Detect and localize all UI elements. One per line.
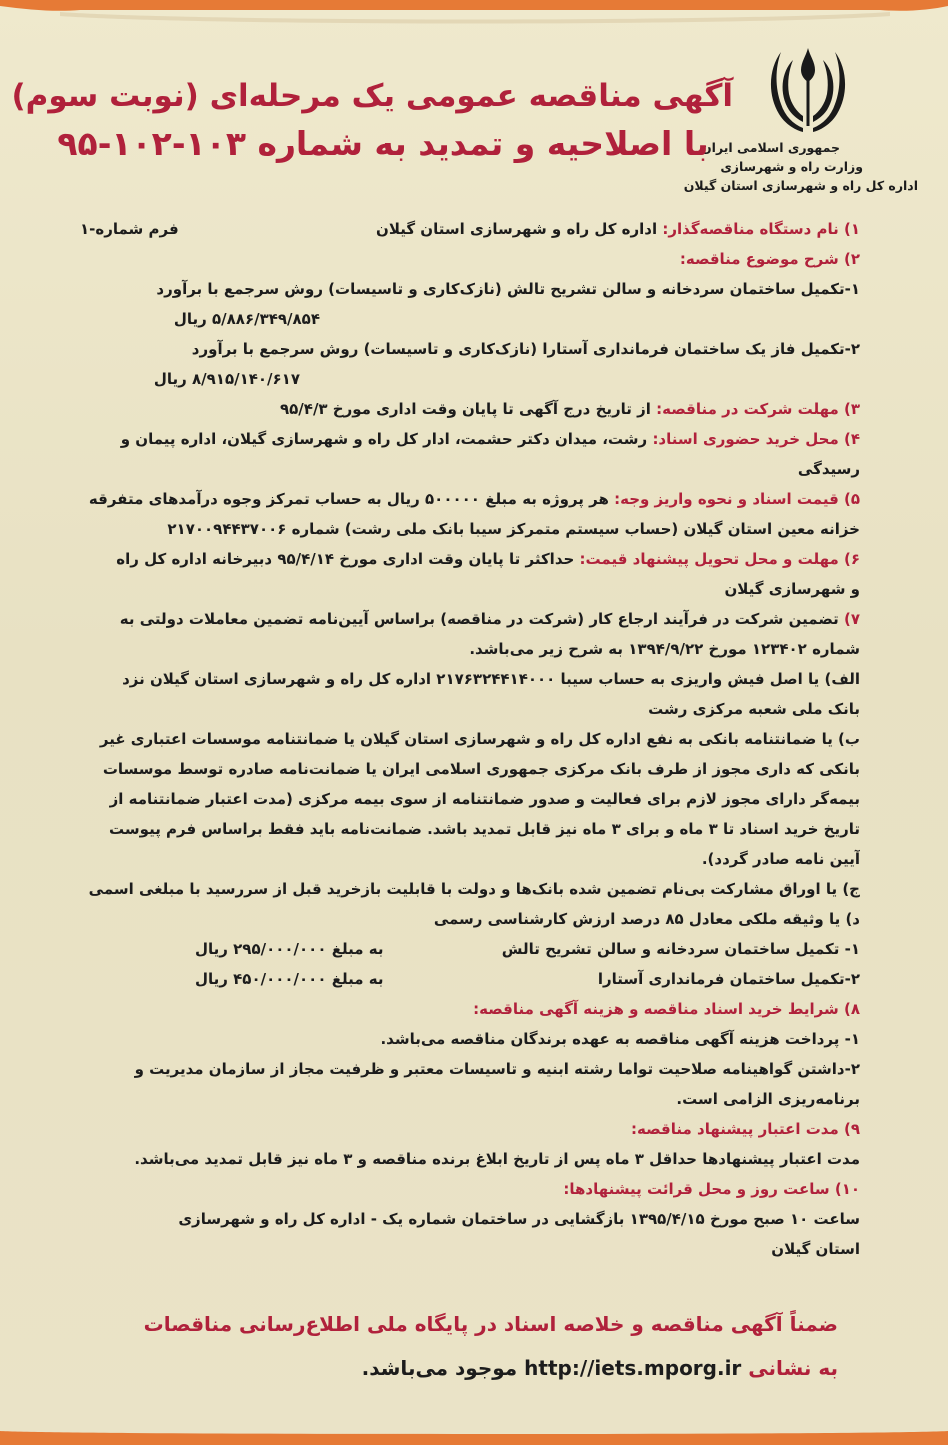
guarantee-row-1 — [75, 934, 860, 964]
item-10-heading: ۱۰) ساعت روز و محل قرائت پیشنهادها: — [563, 1180, 860, 1198]
item-6-text-cont: و شهرسازی گیلان — [724, 580, 860, 598]
item-5-text-cont: خزانه معین استان گیلان (حساب سیستم متمرکز سیبا بانک ملی رشت) شماره ۲۱۷۰۰۹۴۴۳۷۰۰۶ — [167, 520, 860, 538]
org-line-country: جمهوری اسلامی ایران — [701, 140, 840, 155]
item-9-text: مدت اعتبار پیشنهادها حداقل ۳ ماه پس از تاریخ ابلاغ برنده مناقصه و ۳ ماه نیز قابل تمدید می‌باشد. — [134, 1150, 860, 1168]
item-7-option-a: الف) یا اصل فیش واریزی به حساب سیبا ۲۱۷۶۳۲۴۴۱۴۰۰۰ اداره کل راه و شهرسازی استان گیلان نزد — [122, 670, 860, 688]
form-number: فرم شماره-۱ — [80, 220, 179, 238]
item-8-condition-1: ۱- پرداخت هزینه آگهی مناقصه به عهده برندگان مناقصه می‌باشد. — [380, 1030, 860, 1048]
item-6-heading: ۶) مهلت و محل تحویل پیشنهاد قیمت: — [579, 550, 860, 568]
item-7-option-a-cont: بانک ملی شعبه مرکزی رشت — [648, 700, 860, 718]
item-7-option-b-5: آیین نامه صادر گردد). — [701, 850, 860, 868]
item-5 — [75, 484, 860, 514]
footer-note — [75, 1302, 860, 1390]
guarantee-amount-1: به مبلغ ۲۹۵/۰۰۰/۰۰۰ ریال — [195, 940, 384, 958]
item-2-project-2: ۲-تکمیل فاز یک ساختمان فرمانداری آستارا (نازک‌کاری و تاسیسات) روش سرجمع با برآورد — [191, 340, 860, 358]
item-7-option-b-2: بانکی که داری مجوز از طرف بانک مرکزی جمهوری اسلامی ایران یا ضمانت‌نامه صادره توسط موسسات — [102, 760, 860, 778]
item-6 — [75, 544, 860, 574]
item-8-heading: ۸) شرایط خرید اسناد مناقصه و هزینه آگهی مناقصه: — [473, 1000, 860, 1018]
item-7-option-b-1: ب) یا ضمانتنامه بانکی به نفع اداره کل راه و شهرسازی استان گیلان یا ضمانتنامه موسسات اعتباری غیر — [99, 730, 860, 748]
org-line-office: اداره کل راه و شهرسازی استان گیلان — [683, 178, 918, 193]
item-4-text: رشت، میدان دکتر حشمت، ادار کل راه و شهرسازی گیلان، اداره پیمان و — [120, 430, 648, 448]
guarantee-amount-2: به مبلغ ۴۵۰/۰۰۰/۰۰۰ ریال — [195, 970, 384, 988]
item-8-condition-2: ۲-داشتن گواهینامه صلاحیت تواما رشته ابنیه و تاسیسات معتبر و ظرفیت مجاز از سازمان مدیریت و — [134, 1060, 860, 1078]
bottom-decorative-border — [0, 1405, 948, 1445]
footer-line-2-suffix: موجود می‌باشد. — [361, 1356, 518, 1380]
item-4-heading: ۴) محل خرید حضوری اسناد: — [652, 430, 860, 448]
item-7-option-b-3: بیمه‌گر دارای مجوز لازم برای فعالیت و صدور ضمانتنامه از سوی بیمه مرکزی (مدت اعتبار ضمانتنامه از — [109, 790, 860, 808]
item-10-text-cont: استان گیلان — [771, 1240, 860, 1258]
item-1-text: اداره کل راه و شهرسازی استان گیلان — [376, 220, 658, 238]
footer-line-1: ضمناً آگهی مناقصه و خلاصه اسناد در پایگاه ملی اطلاع‌رسانی مناقصات — [143, 1312, 838, 1336]
item-7-option-d: د) یا وثیقه ملکی معادل ۸۵ درصد ارزش کارشناسی رسمی — [433, 910, 860, 928]
item-3-heading: ۳) مهلت شرکت در مناقصه: — [656, 400, 860, 418]
item-8-condition-2-cont: برنامه‌ریزی الزامی است. — [676, 1090, 860, 1108]
item-2-project-1-estimate: ۵/۸۸۶/۳۴۹/۸۵۴ ریال — [173, 310, 320, 328]
item-1 — [75, 214, 860, 244]
item-5-text: هر پروژه به مبلغ ۵۰۰۰۰۰ ریال به حساب تمرکز وجوه درآمدهای متفرقه — [88, 490, 609, 508]
item-6-text: حداکثر تا پایان وقت اداری مورخ ۹۵/۴/۱۴ دبیرخانه اداره کل راه — [116, 550, 575, 568]
item-4 — [75, 424, 860, 454]
item-7-option-b-4: تاریخ خرید اسناد تا ۳ ماه و برای ۳ ماه نیز قابل تمدید باشد. ضمانت‌نامه باید فقط براساس فرم پیوست — [109, 820, 860, 838]
item-4-text-cont: رسیدگی — [797, 460, 860, 478]
item-7-heading: ۷) — [843, 610, 860, 628]
item-7-text-cont: شماره ۱۲۳۴۰۲ مورخ ۱۳۹۴/۹/۲۲ به شرح زیر می‌باشد. — [469, 640, 860, 658]
item-10-text: ساعت ۱۰ صبح مورخ ۱۳۹۵/۴/۱۵ بازگشایی در ساختمان شماره یک - اداره کل راه و شهرسازی — [178, 1210, 860, 1228]
guarantee-project-2: ۲-تکمیل ساختمان فرمانداری آستارا — [597, 970, 860, 988]
item-1-heading: ۱) نام دستگاه مناقصه‌گذار: — [662, 220, 860, 238]
guarantee-project-1: ۱- تکمیل ساختمان سردخانه و سالن تشریح تالش — [501, 940, 860, 958]
footer-line-2-prefix: به نشانی — [748, 1356, 838, 1380]
item-5-heading: ۵) قیمت اسناد و نحوه واریز وجه: — [614, 490, 860, 508]
notice-title — [11, 72, 733, 168]
org-line-ministry: وزارت راه و شهرسازی — [720, 159, 863, 174]
notice-body — [75, 214, 860, 1264]
title-line-2: با اصلاحیه و تمدید به شماره ۱۰۳-۱۰۲-۹۵ — [57, 124, 709, 163]
item-2-project-1: ۱-تکمیل ساختمان سردخانه و سالن تشریح تالش (نازک‌کاری و تاسیسات) روش سرجمع با برآورد — [156, 280, 860, 298]
footer-line-2 — [75, 1346, 860, 1390]
guarantee-row-2 — [75, 964, 860, 994]
item-9-heading: ۹) مدت اعتبار پیشنهاد مناقصه: — [631, 1120, 860, 1138]
item-3 — [75, 394, 860, 424]
item-2-project-2-estimate: ۸/۹۱۵/۱۴۰/۶۱۷ ریال — [153, 370, 300, 388]
item-2-heading: ۲) شرح موضوع مناقصه: — [679, 250, 860, 268]
item-3-text: از تاریخ درج آگهی تا پایان وقت اداری مورخ ۹۵/۴/۳ — [280, 400, 651, 418]
title-line-1: آگهی مناقصه عمومی یک مرحله‌ای (نوبت سوم) — [11, 78, 733, 114]
footer-url-link[interactable]: http://iets.mporg.ir — [524, 1356, 742, 1380]
item-7 — [75, 604, 860, 634]
item-7-option-c: ج) یا اوراق مشارکت بی‌نام تضمین شده بانک‌ها و دولت با قابلیت بازخرید قبل از سررسید با مبلغی اسمی — [88, 880, 860, 898]
iran-emblem-icon — [763, 42, 853, 134]
item-7-text: تضمین شرکت در فرآیند ارجاع کار (شرکت در مناقصه) براساس آیین‌نامه تضمین معاملات دولتی به — [119, 610, 839, 628]
